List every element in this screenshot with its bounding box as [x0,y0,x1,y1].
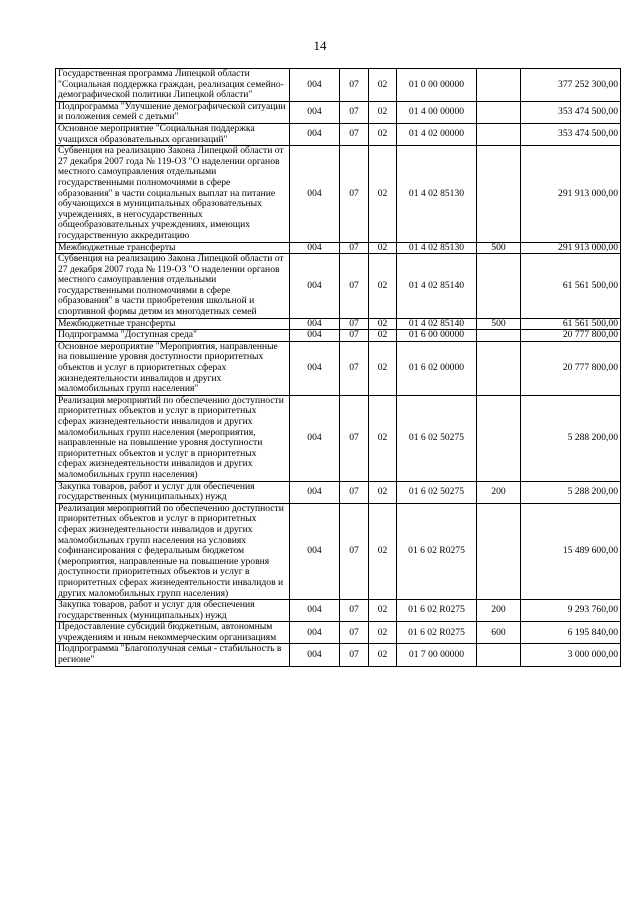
expense-kind-cell [477,644,521,666]
table-row [56,341,621,395]
ministry-code-cell: 004 [290,622,340,644]
target-article-cell: 01 4 02 00000 [397,123,477,145]
ministry-code-cell: 004 [290,318,340,330]
section-code-cell: 07 [340,330,369,342]
amount-cell: 6 195 840,00 [521,622,621,644]
section-code-cell: 07 [340,146,369,242]
expense-kind-cell [477,254,521,319]
table-row [56,395,621,481]
subsection-code-cell: 02 [369,644,397,666]
section-code-cell: 07 [340,395,369,481]
ministry-code-cell: 004 [290,254,340,319]
target-article-cell: 01 4 02 85130 [397,146,477,242]
subsection-code-cell: 02 [369,395,397,481]
target-article-cell: 01 6 02 50275 [397,481,477,503]
target-article-cell: 01 6 02 00000 [397,341,477,395]
amount-cell: 291 913 000,00 [521,242,621,254]
amount-cell: 9 293 760,00 [521,600,621,622]
ministry-code-cell: 004 [290,330,340,342]
row-name-cell: Межбюджетные трансферты [56,318,290,330]
subsection-code-cell: 02 [369,242,397,254]
expense-kind-cell: 600 [477,622,521,644]
target-article-cell: 01 6 02 R0275 [397,503,477,599]
amount-cell: 20 777 800,00 [521,341,621,395]
row-name-cell: Подпрограмма "Доступная среда" [56,330,290,342]
section-code-cell: 07 [340,341,369,395]
target-article-cell: 01 0 00 00000 [397,69,477,102]
ministry-code-cell: 004 [290,101,340,123]
target-article-cell: 01 4 02 85130 [397,242,477,254]
ministry-code-cell: 004 [290,644,340,666]
page-number: 14 [313,38,327,53]
section-code-cell: 07 [340,318,369,330]
target-article-cell: 01 4 02 85140 [397,254,477,319]
expense-kind-cell [477,503,521,599]
amount-cell: 5 288 200,00 [521,481,621,503]
section-code-cell: 07 [340,503,369,599]
row-name-cell: Реализация мероприятий по обеспечению доступности приоритетных объектов и услуг в приоритетных сферах жизнедеятельности инвалидов и других маломобильных групп населения (мероприятия, направленные на повышение уровня доступности приоритетных объектов и услуг в приоритетных сферах жизнедеятельности инвалидов и других маломобильных групп населения) [56,395,290,481]
row-name-cell: Субвенция на реализацию Закона Липецкой области от 27 декабря 2007 года № 119-ОЗ "О наделении органов местного самоуправления отдельными государственными полномочиями в сфере образования" в части приобретения школьной и спортивной формы детям из многодетных семей [56,254,290,319]
row-name-cell: Закупка товаров, работ и услуг для обеспечения государственных (муниципальных) нужд [56,481,290,503]
amount-cell: 353 474 500,00 [521,101,621,123]
ministry-code-cell: 004 [290,69,340,102]
expense-kind-cell [477,330,521,342]
row-name-cell: Основное мероприятие "Социальная поддержка учащихся образовательных организаций" [56,123,290,145]
table-row [56,600,621,622]
subsection-code-cell: 02 [369,254,397,319]
target-article-cell: 01 6 02 50275 [397,395,477,481]
expense-kind-cell [477,395,521,481]
table-row [56,123,621,145]
amount-cell: 61 561 500,00 [521,254,621,319]
section-code-cell: 07 [340,242,369,254]
table-row [56,69,621,102]
subsection-code-cell: 02 [369,69,397,102]
table-row [56,146,621,242]
subsection-code-cell: 02 [369,330,397,342]
subsection-code-cell: 02 [369,600,397,622]
amount-cell: 61 561 500,00 [521,318,621,330]
ministry-code-cell: 004 [290,481,340,503]
amount-cell: 15 489 600,00 [521,503,621,599]
row-name-cell: Государственная программа Липецкой области "Социальная поддержка граждан, реализация семейно-демографической политики Липецкой области" [56,69,290,102]
target-article-cell: 01 6 02 R0275 [397,600,477,622]
target-article-cell: 01 7 00 00000 [397,644,477,666]
row-name-cell: Подпрограмма "Улучшение демографической ситуации и положения семей с детьми" [56,101,290,123]
section-code-cell: 07 [340,69,369,102]
table-row [56,242,621,254]
section-code-cell: 07 [340,123,369,145]
subsection-code-cell: 02 [369,123,397,145]
table-row [56,318,621,330]
ministry-code-cell: 004 [290,600,340,622]
table-row [56,101,621,123]
expense-kind-cell: 200 [477,600,521,622]
subsection-code-cell: 02 [369,503,397,599]
target-article-cell: 01 6 02 R0275 [397,622,477,644]
amount-cell: 3 000 000,00 [521,644,621,666]
table-row [56,330,621,342]
table-row [56,254,621,319]
row-name-cell: Предоставление субсидий бюджетным, автономным учреждениям и иным некоммерческим организациям [56,622,290,644]
section-code-cell: 07 [340,600,369,622]
expense-kind-cell [477,123,521,145]
row-name-cell: Субвенция на реализацию Закона Липецкой области от 27 декабря 2007 года № 119-ОЗ "О наделении органов местного самоуправления отдельными государственными полномочиями в сфере образования" в части социальных выплат на питание обучающихся в муниципальных образовательных учреждениях, в негосударственных общеобразовательных учреждениях, имеющих государственную аккредитацию [56,146,290,242]
table-row [56,644,621,666]
subsection-code-cell: 02 [369,318,397,330]
subsection-code-cell: 02 [369,146,397,242]
section-code-cell: 07 [340,644,369,666]
amount-cell: 20 777 800,00 [521,330,621,342]
expense-kind-cell [477,146,521,242]
ministry-code-cell: 004 [290,123,340,145]
ministry-code-cell: 004 [290,242,340,254]
row-name-cell: Межбюджетные трансферты [56,242,290,254]
target-article-cell: 01 6 00 00000 [397,330,477,342]
budget-table [55,68,621,667]
table-row [56,481,621,503]
section-code-cell: 07 [340,481,369,503]
subsection-code-cell: 02 [369,101,397,123]
row-name-cell: Реализация мероприятий по обеспечению доступности приоритетных объектов и услуг в приоритетных сферах жизнедеятельности инвалидов и других маломобильных групп населения на условиях софинансирования с федеральным бюджетом (мероприятия, направленные на повышение уровня доступности приоритетных объектов и услуг в приоритетных сферах жизнедеятельности инвалидов и других маломобильных групп населения) [56,503,290,599]
table-row [56,622,621,644]
ministry-code-cell: 004 [290,395,340,481]
expense-kind-cell [477,101,521,123]
section-code-cell: 07 [340,254,369,319]
amount-cell: 377 252 300,00 [521,69,621,102]
amount-cell: 353 474 500,00 [521,123,621,145]
subsection-code-cell: 02 [369,481,397,503]
expense-kind-cell [477,69,521,102]
ministry-code-cell: 004 [290,146,340,242]
target-article-cell: 01 4 00 00000 [397,101,477,123]
ministry-code-cell: 004 [290,341,340,395]
section-code-cell: 07 [340,622,369,644]
section-code-cell: 07 [340,101,369,123]
ministry-code-cell: 004 [290,503,340,599]
subsection-code-cell: 02 [369,622,397,644]
table-row [56,503,621,599]
subsection-code-cell: 02 [369,341,397,395]
row-name-cell: Закупка товаров, работ и услуг для обеспечения государственных (муниципальных) нужд [56,600,290,622]
row-name-cell: Подпрограмма "Благополучная семья - стабильность в регионе" [56,644,290,666]
amount-cell: 291 913 000,00 [521,146,621,242]
expense-kind-cell: 500 [477,242,521,254]
amount-cell: 5 288 200,00 [521,395,621,481]
expense-kind-cell: 200 [477,481,521,503]
target-article-cell: 01 4 02 85140 [397,318,477,330]
expense-kind-cell: 500 [477,318,521,330]
expense-kind-cell [477,341,521,395]
row-name-cell: Основное мероприятие "Мероприятия, направленные на повышение уровня доступности приоритетных объектов и услуг в приоритетных сферах жизнедеятельности инвалидов и других маломобильных групп населения" [56,341,290,395]
